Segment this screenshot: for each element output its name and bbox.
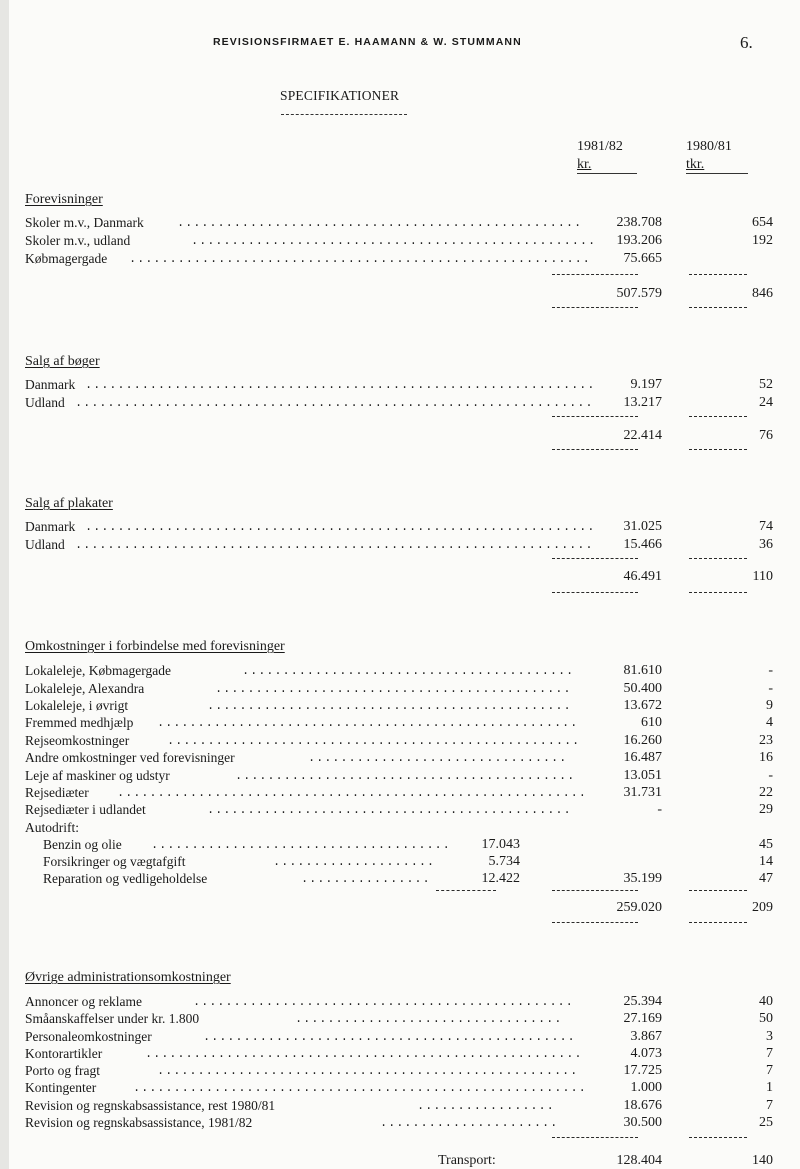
column-heading-1980-81: [686, 138, 732, 174]
dashed-rule: [552, 307, 638, 308]
row-label: Revision og regnskabsassistance, 1981/82: [25, 1115, 253, 1130]
column-year-a: 1981/82: [577, 139, 623, 154]
leader-dots: ......................: [380, 1116, 559, 1130]
leader-dots: ....................................................: [157, 716, 579, 730]
value-1980-81: 47: [759, 871, 773, 886]
page-number: 6.: [740, 33, 753, 52]
total-1980-81: 110: [752, 569, 773, 584]
value-1980-81: 192: [752, 233, 773, 248]
row-label: Annoncer og reklame: [25, 994, 142, 1009]
value-1980-81: 36: [759, 537, 773, 552]
value-sub: 5.734: [488, 854, 520, 869]
leader-dots: ...............................................: [193, 995, 574, 1009]
transport-1981-82: 128.404: [616, 1153, 662, 1168]
value-1981-82: 25.394: [623, 994, 662, 1009]
dashed-rule: [552, 416, 638, 417]
value-1980-81: 22: [759, 785, 773, 800]
transport-1980-81: 140: [752, 1153, 773, 1168]
value-1981-82: 27.169: [623, 1011, 662, 1026]
value-1981-82: 610: [641, 715, 662, 730]
leader-dots: ...................................................: [167, 734, 581, 748]
row-label: Benzin og olie: [43, 837, 122, 852]
value-1981-82: 18.676: [623, 1098, 662, 1113]
value-1981-82: 75.665: [623, 251, 662, 266]
value-1981-82: 17.725: [623, 1063, 662, 1078]
value-1980-81: -: [768, 663, 773, 678]
value-1980-81: -: [768, 768, 773, 783]
row-label: Reparation og vedligeholdelse: [43, 871, 208, 886]
value-1981-82: 81.610: [623, 663, 662, 678]
dashed-rule: [552, 274, 638, 275]
value-1981-82: 13.672: [623, 698, 662, 713]
value-1980-81: 7: [766, 1098, 773, 1113]
dashed-rule: [689, 592, 747, 593]
value-1980-81: 50: [759, 1011, 773, 1026]
value-1980-81: -: [768, 681, 773, 696]
value-1981-82: 9.197: [630, 377, 662, 392]
section-title-forevisninger: Forevisninger: [25, 192, 103, 207]
leader-dots: .................: [417, 1099, 555, 1113]
total-1980-81: 209: [752, 900, 773, 915]
value-1981-82: 3.867: [630, 1029, 662, 1044]
row-label: Autodrift:: [25, 820, 79, 835]
dashed-rule: [689, 558, 747, 559]
value-1980-81: 29: [759, 802, 773, 817]
row-label: Fremmed medhjælp: [25, 715, 134, 730]
row-label: Lokaleleje, Købmagergade: [25, 663, 171, 678]
section-title-boger: Salg af bøger: [25, 354, 100, 369]
value-1981-82: 16.487: [623, 750, 662, 765]
row-label: Rejseomkostninger: [25, 733, 130, 748]
page-title: SPECIFIKATIONER: [280, 88, 400, 103]
title-underline: [281, 114, 407, 115]
value-1980-81: 74: [759, 519, 773, 534]
value-1980-81: 24: [759, 395, 773, 410]
value-1981-82: 13.217: [623, 395, 662, 410]
total-1980-81: 846: [752, 286, 773, 301]
value-1981-82: 16.260: [623, 733, 662, 748]
column-a-rule: [577, 173, 637, 174]
dashed-rule: [689, 1137, 747, 1138]
column-unit-b: tkr.: [686, 157, 705, 172]
value-1980-81: 14: [759, 854, 773, 869]
value-1981-82: 1.000: [630, 1080, 662, 1095]
row-label: Udland: [25, 537, 65, 552]
row-label: Småanskaffelser under kr. 1.800: [25, 1011, 200, 1026]
row-label: Porto og fragt: [25, 1063, 100, 1078]
leader-dots: ................................: [308, 751, 568, 765]
leader-dots: ........................................................: [133, 1081, 587, 1095]
column-b-rule: [686, 173, 748, 174]
row-label: Skoler m.v., udland: [25, 233, 131, 248]
leader-dots: ..........................................: [235, 769, 576, 783]
value-1981-82: 31.731: [623, 785, 662, 800]
leader-dots: ................................................................: [75, 396, 594, 410]
dashed-rule: [552, 922, 638, 923]
row-label: Udland: [25, 395, 65, 410]
row-label: Personaleomkostninger: [25, 1029, 152, 1044]
row-label: Leje af maskiner og udstyr: [25, 768, 170, 783]
value-1980-81: 23: [759, 733, 773, 748]
dashed-rule: [689, 890, 747, 891]
value-sub: 12.422: [481, 871, 520, 886]
leader-dots: ...............................................................: [85, 378, 596, 392]
leader-dots: .................................: [295, 1012, 563, 1026]
dashed-rule: [552, 558, 638, 559]
section-title-plakater: Salg af plakater: [25, 496, 113, 511]
leader-dots: ..............................................: [203, 1030, 576, 1044]
value-1980-81: 7: [766, 1063, 773, 1078]
section-title-omkostninger: Omkostninger i forbindelse med forevisninger: [25, 639, 285, 654]
leader-dots: .........................................: [242, 664, 575, 678]
leader-dots: ................: [301, 872, 431, 886]
dashed-rule: [689, 449, 747, 450]
value-1981-82: 15.466: [623, 537, 662, 552]
row-label: Lokaleleje, Alexandra: [25, 681, 145, 696]
value-1980-81: 7: [766, 1046, 773, 1061]
row-label: Danmark: [25, 519, 76, 534]
row-label: Skoler m.v., Danmark: [25, 215, 144, 230]
row-label: Rejsediæter i udlandet: [25, 802, 146, 817]
value-1980-81: 16: [759, 750, 773, 765]
row-label: Revision og regnskabsassistance, rest 1980/81: [25, 1098, 276, 1113]
value-1980-81: 3: [766, 1029, 773, 1044]
leader-dots: ....................: [273, 855, 436, 869]
dashed-rule: [552, 1137, 638, 1138]
value-sub: 17.043: [481, 837, 520, 852]
leader-dots: ............................................: [215, 682, 572, 696]
value-1981-82: 35.199: [623, 871, 662, 886]
leader-dots: ..................................................: [177, 216, 583, 230]
dashed-rule: [552, 449, 638, 450]
total-1981-82: 259.020: [616, 900, 662, 915]
row-label: Forsikringer og vægtafgift: [43, 854, 186, 869]
value-1981-82: 50.400: [623, 681, 662, 696]
dashed-rule: [552, 890, 638, 891]
value-1980-81: 9: [766, 698, 773, 713]
dashed-rule: [552, 592, 638, 593]
leader-dots: .............................................: [207, 699, 572, 713]
leader-dots: .............................................: [207, 803, 572, 817]
section-title-ovrige: Øvrige administrationsomkostninger: [25, 970, 231, 985]
value-1981-82: -: [657, 802, 662, 817]
total-1981-82: 46.491: [623, 569, 662, 584]
leader-dots: ..........................................................: [117, 786, 587, 800]
row-label: Købmagergade: [25, 251, 108, 266]
dashed-rule: [689, 416, 747, 417]
row-label: Lokaleleje, i øvrigt: [25, 698, 129, 713]
value-1980-81: 52: [759, 377, 773, 392]
value-1981-82: 238.708: [616, 215, 662, 230]
total-1980-81: 76: [759, 428, 773, 443]
row-label: Andre omkostninger ved forevisninger: [25, 750, 235, 765]
value-1980-81: 4: [766, 715, 773, 730]
leader-dots: ................................................................: [75, 538, 594, 552]
leader-dots: .....................................: [151, 838, 451, 852]
value-1980-81: 40: [759, 994, 773, 1009]
dashed-rule: [436, 890, 496, 891]
value-1981-82: 4.073: [630, 1046, 662, 1061]
dashed-rule: [689, 922, 747, 923]
dashed-rule: [689, 307, 747, 308]
leader-dots: ......................................................: [145, 1047, 583, 1061]
value-1981-82: 193.206: [616, 233, 662, 248]
value-1981-82: 31.025: [623, 519, 662, 534]
row-label: Danmark: [25, 377, 76, 392]
value-1980-81: 25: [759, 1115, 773, 1130]
page-edge: [0, 0, 9, 1169]
value-1980-81: 654: [752, 215, 773, 230]
leader-dots: ...............................................................: [85, 520, 596, 534]
leader-dots: .........................................................: [129, 252, 591, 266]
row-label: Rejsediæter: [25, 785, 89, 800]
row-label: Kontorartikler: [25, 1046, 103, 1061]
value-1980-81: 45: [759, 837, 773, 852]
firm-header: REVISIONSFIRMAET E. HAAMANN & W. STUMMANN: [213, 36, 522, 48]
value-1981-82: 30.500: [623, 1115, 662, 1130]
leader-dots: ..................................................: [191, 234, 597, 248]
column-heading-1981-82: [577, 138, 623, 174]
column-year-b: 1980/81: [686, 139, 732, 154]
row-label: Kontingenter: [25, 1080, 97, 1095]
dashed-rule: [689, 274, 747, 275]
value-1981-82: 13.051: [623, 768, 662, 783]
total-1981-82: 22.414: [623, 428, 662, 443]
transport-label: Transport:: [438, 1153, 496, 1168]
leader-dots: ....................................................: [157, 1064, 579, 1078]
value-1980-81: 1: [766, 1080, 773, 1095]
total-1981-82: 507.579: [616, 286, 662, 301]
column-unit-a: kr.: [577, 157, 592, 172]
